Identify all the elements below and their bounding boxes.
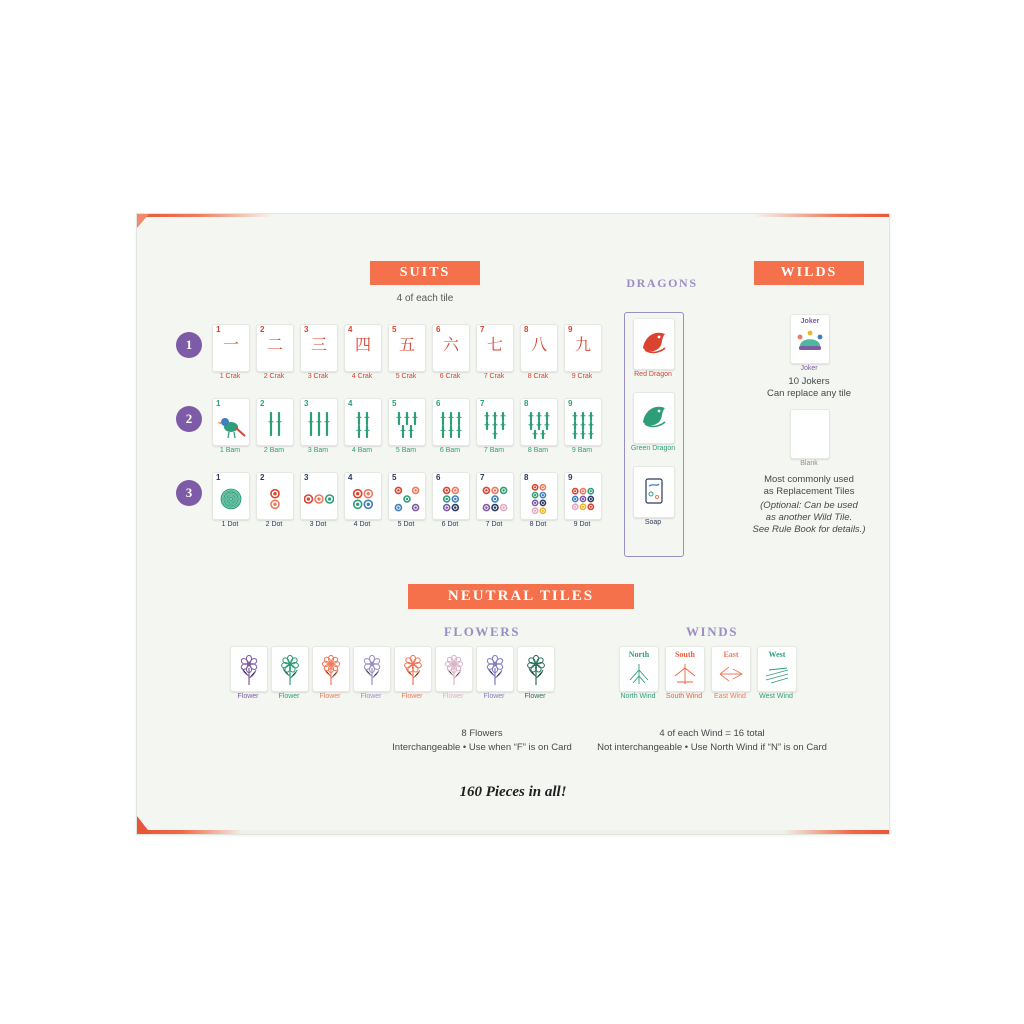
caption-crak-1: 1 Crak bbox=[219, 373, 241, 380]
wind-tile-word: South bbox=[674, 650, 695, 659]
tile-crak-2 bbox=[256, 324, 294, 372]
tile-number: 7 bbox=[480, 473, 485, 482]
tile-number: 9 bbox=[568, 399, 573, 408]
wind-lines-icon-2 bbox=[671, 662, 699, 688]
tile-number: 5 bbox=[392, 325, 397, 334]
caption-flower-7: Flower bbox=[483, 693, 505, 700]
caption-dragon-2: Green Dragon bbox=[630, 445, 676, 452]
caption-bam-4: 4 Bam bbox=[351, 447, 373, 454]
tile-number: 5 bbox=[392, 399, 397, 408]
blank-note-line2: as Replacement Tiles bbox=[763, 486, 855, 497]
wilds-banner: WILDS bbox=[754, 261, 864, 285]
caption-dot-2: 2 Dot bbox=[265, 521, 283, 528]
caption-dot-3: 3 Dot bbox=[309, 521, 327, 528]
crak-glyph: 五 bbox=[398, 335, 415, 354]
tile-flower-5 bbox=[394, 646, 432, 692]
tile-number: 4 bbox=[348, 325, 353, 334]
box-bottom-edge bbox=[137, 830, 889, 834]
winds-note-line2: Not interchangeable • Use North Wind if “N” is on Card bbox=[597, 742, 827, 753]
tile-number: 8 bbox=[524, 325, 529, 334]
tile-number: 6 bbox=[436, 325, 441, 334]
caption-dot-1: 1 Dot bbox=[221, 521, 239, 528]
tile-bam-1 bbox=[212, 398, 250, 446]
crak-glyph: 三 bbox=[310, 335, 327, 354]
caption-dot-6: 6 Dot bbox=[441, 521, 459, 528]
dot-circles-icon bbox=[260, 484, 290, 516]
dragons-title: DRAGONS bbox=[626, 276, 698, 290]
tile-number: 1 bbox=[216, 325, 221, 334]
crak-glyph: 八 bbox=[530, 335, 547, 354]
flowers-note-line1: 8 Flowers bbox=[461, 728, 503, 739]
tile-dot-9 bbox=[564, 472, 602, 520]
tile-dot-7 bbox=[476, 472, 514, 520]
caption-wind-4: West Wind bbox=[759, 693, 793, 700]
bam-sticks-icon bbox=[260, 410, 290, 442]
tile-flower-1 bbox=[230, 646, 268, 692]
bam-sticks-icon bbox=[216, 410, 246, 442]
flower-icon-3 bbox=[317, 652, 345, 686]
joker-tile-word: Joker bbox=[800, 318, 820, 325]
caption-bam-2: 2 Bam bbox=[263, 447, 285, 454]
caption-dragon-3: Soap bbox=[644, 519, 662, 526]
dot-circles-icon bbox=[348, 484, 378, 516]
caption-crak-4: 4 Crak bbox=[351, 373, 373, 380]
tile-dot-6 bbox=[432, 472, 470, 520]
caption-crak-8: 8 Crak bbox=[527, 373, 549, 380]
dot-circles-icon bbox=[480, 484, 510, 516]
caption-flower-5: Flower bbox=[401, 693, 423, 700]
wind-tile-word: East bbox=[723, 650, 739, 659]
tile-number: 4 bbox=[348, 399, 353, 408]
tile-number: 9 bbox=[568, 325, 573, 334]
caption-dragon-1: Red Dragon bbox=[634, 371, 672, 378]
wind-lines-icon-4 bbox=[763, 662, 791, 688]
caption-crak-3: 3 Crak bbox=[307, 373, 329, 380]
caption-dot-9: 9 Dot bbox=[573, 521, 591, 528]
tile-dot-4 bbox=[344, 472, 382, 520]
tile-number: 1 bbox=[216, 473, 221, 482]
tile-bam-5 bbox=[388, 398, 426, 446]
caption-wind-1: North Wind bbox=[620, 693, 656, 700]
tile-crak-7 bbox=[476, 324, 514, 372]
caption-crak-6: 6 Crak bbox=[439, 373, 461, 380]
flower-icon-5 bbox=[399, 652, 427, 686]
tile-wind-2 bbox=[665, 646, 705, 692]
crak-glyph: 九 bbox=[574, 335, 591, 354]
tile-dot-5 bbox=[388, 472, 426, 520]
tile-flower-8 bbox=[517, 646, 555, 692]
tile-number: 2 bbox=[260, 325, 265, 334]
bam-sticks-icon bbox=[480, 410, 510, 442]
wind-lines-icon-3 bbox=[717, 662, 745, 688]
tile-dot-3 bbox=[300, 472, 338, 520]
tile-number: 3 bbox=[304, 399, 309, 408]
bam-sticks-icon bbox=[348, 410, 378, 442]
crak-glyph: 四 bbox=[354, 335, 371, 354]
caption-wind-3: East Wind bbox=[714, 693, 746, 700]
tile-number: 3 bbox=[304, 325, 309, 334]
suits-subtitle: 4 of each tile bbox=[396, 293, 454, 304]
tile-number: 7 bbox=[480, 399, 485, 408]
tile-number: 4 bbox=[348, 473, 353, 482]
neutral-tiles-banner: NEUTRAL TILES bbox=[408, 584, 634, 609]
caption-crak-5: 5 Crak bbox=[395, 373, 417, 380]
caption-bam-1: 1 Bam bbox=[219, 447, 241, 454]
caption-dot-5: 5 Dot bbox=[397, 521, 415, 528]
tile-crak-9 bbox=[564, 324, 602, 372]
wind-lines-icon-1 bbox=[625, 662, 653, 688]
suit-row-badge-2: 2 bbox=[176, 406, 202, 432]
tile-dot-2 bbox=[256, 472, 294, 520]
crak-glyph: 七 bbox=[486, 335, 503, 354]
winds-note-line1: 4 of each Wind = 16 total bbox=[659, 728, 765, 739]
tile-bam-3 bbox=[300, 398, 338, 446]
total-pieces-text: 160 Pieces in all! bbox=[459, 784, 567, 800]
tile-number: 6 bbox=[436, 473, 441, 482]
blank-note-italic-1: (Optional: Can be used bbox=[760, 500, 858, 511]
tile-number: 1 bbox=[216, 399, 221, 408]
joker-note-line1: 10 Jokers bbox=[788, 376, 830, 387]
flower-icon-2 bbox=[276, 652, 304, 686]
wind-tile-word: North bbox=[628, 650, 650, 659]
caption-blank: Blank bbox=[800, 460, 818, 467]
tile-blank bbox=[790, 409, 830, 459]
tile-number: 9 bbox=[568, 473, 573, 482]
joker-hat-icon bbox=[796, 328, 824, 358]
dot-circles-icon bbox=[304, 484, 334, 516]
caption-flower-8: Flower bbox=[524, 693, 546, 700]
suit-row-badge-3: 3 bbox=[176, 480, 202, 506]
caption-dot-4: 4 Dot bbox=[353, 521, 371, 528]
tile-number: 8 bbox=[524, 399, 529, 408]
caption-flower-6: Flower bbox=[442, 693, 464, 700]
tile-bam-4 bbox=[344, 398, 382, 446]
joker-note-line2: Can replace any tile bbox=[767, 388, 851, 399]
caption-flower-1: Flower bbox=[237, 693, 259, 700]
caption-flower-3: Flower bbox=[319, 693, 341, 700]
tile-wind-3 bbox=[711, 646, 751, 692]
dot-circles-icon bbox=[436, 484, 466, 516]
tile-bam-6 bbox=[432, 398, 470, 446]
tile-joker bbox=[790, 314, 830, 364]
caption-crak-9: 9 Crak bbox=[571, 373, 593, 380]
tile-dot-8 bbox=[520, 472, 558, 520]
caption-flower-2: Flower bbox=[278, 693, 300, 700]
blank-note-italic-3: See Rule Book for details.) bbox=[752, 524, 866, 535]
tile-flower-2 bbox=[271, 646, 309, 692]
tile-number: 7 bbox=[480, 325, 485, 334]
caption-bam-6: 6 Bam bbox=[439, 447, 461, 454]
flower-icon-6 bbox=[440, 652, 468, 686]
dot-circles-icon bbox=[524, 484, 554, 516]
dot-circles-icon bbox=[568, 484, 598, 516]
tile-number: 6 bbox=[436, 399, 441, 408]
game-box-back bbox=[136, 213, 890, 835]
flowers-title: FLOWERS bbox=[443, 624, 521, 639]
dot-circles-icon bbox=[392, 484, 422, 516]
caption-bam-3: 3 Bam bbox=[307, 447, 329, 454]
tile-flower-3 bbox=[312, 646, 350, 692]
tile-wind-4 bbox=[757, 646, 797, 692]
tile-bam-7 bbox=[476, 398, 514, 446]
dragons-frame bbox=[624, 312, 684, 557]
tile-number: 3 bbox=[304, 473, 309, 482]
bam-sticks-icon bbox=[568, 410, 598, 442]
caption-joker: Joker bbox=[800, 365, 818, 372]
tile-flower-6 bbox=[435, 646, 473, 692]
tile-crak-3 bbox=[300, 324, 338, 372]
crak-glyph: 一 bbox=[222, 335, 239, 354]
caption-bam-7: 7 Bam bbox=[483, 447, 505, 454]
tile-crak-4 bbox=[344, 324, 382, 372]
caption-wind-2: South Wind bbox=[665, 693, 703, 700]
bam-sticks-icon bbox=[392, 410, 422, 442]
tile-flower-7 bbox=[476, 646, 514, 692]
caption-bam-5: 5 Bam bbox=[395, 447, 417, 454]
dot-circles-icon bbox=[216, 484, 246, 516]
caption-dot-8: 8 Dot bbox=[529, 521, 547, 528]
bam-sticks-icon bbox=[304, 410, 334, 442]
tile-number: 8 bbox=[524, 473, 529, 482]
flower-icon-7 bbox=[481, 652, 509, 686]
caption-crak-7: 7 Crak bbox=[483, 373, 505, 380]
tile-number: 5 bbox=[392, 473, 397, 482]
bam-sticks-icon bbox=[524, 410, 554, 442]
tile-crak-1 bbox=[212, 324, 250, 372]
tile-dot-1 bbox=[212, 472, 250, 520]
wind-tile-word: West bbox=[768, 650, 786, 659]
caption-bam-9: 9 Bam bbox=[571, 447, 593, 454]
suit-row-badge-1: 1 bbox=[176, 332, 202, 358]
tile-crak-5 bbox=[388, 324, 426, 372]
tile-number: 2 bbox=[260, 473, 265, 482]
tile-number: 2 bbox=[260, 399, 265, 408]
tile-flower-4 bbox=[353, 646, 391, 692]
box-top-edge bbox=[137, 214, 889, 217]
tile-crak-8 bbox=[520, 324, 558, 372]
tile-bam-2 bbox=[256, 398, 294, 446]
caption-bam-8: 8 Bam bbox=[527, 447, 549, 454]
caption-crak-2: 2 Crak bbox=[263, 373, 285, 380]
flower-icon-1 bbox=[235, 652, 263, 686]
tile-bam-8 bbox=[520, 398, 558, 446]
flower-icon-8 bbox=[522, 652, 550, 686]
suits-banner: SUITS bbox=[370, 261, 480, 285]
caption-flower-4: Flower bbox=[360, 693, 382, 700]
crak-glyph: 六 bbox=[442, 335, 459, 354]
caption-dot-7: 7 Dot bbox=[485, 521, 503, 528]
tile-wind-1 bbox=[619, 646, 659, 692]
crak-glyph: 二 bbox=[266, 335, 283, 354]
tile-bam-9 bbox=[564, 398, 602, 446]
flower-icon-4 bbox=[358, 652, 386, 686]
winds-title: WINDS bbox=[685, 624, 739, 639]
flowers-note-line2: Interchangeable • Use when “F” is on Card bbox=[392, 742, 572, 753]
blank-note-italic-2: as another Wild Tile. bbox=[765, 512, 853, 523]
bam-sticks-icon bbox=[436, 410, 466, 442]
tile-crak-6 bbox=[432, 324, 470, 372]
blank-note-line1: Most commonly used bbox=[764, 474, 854, 485]
